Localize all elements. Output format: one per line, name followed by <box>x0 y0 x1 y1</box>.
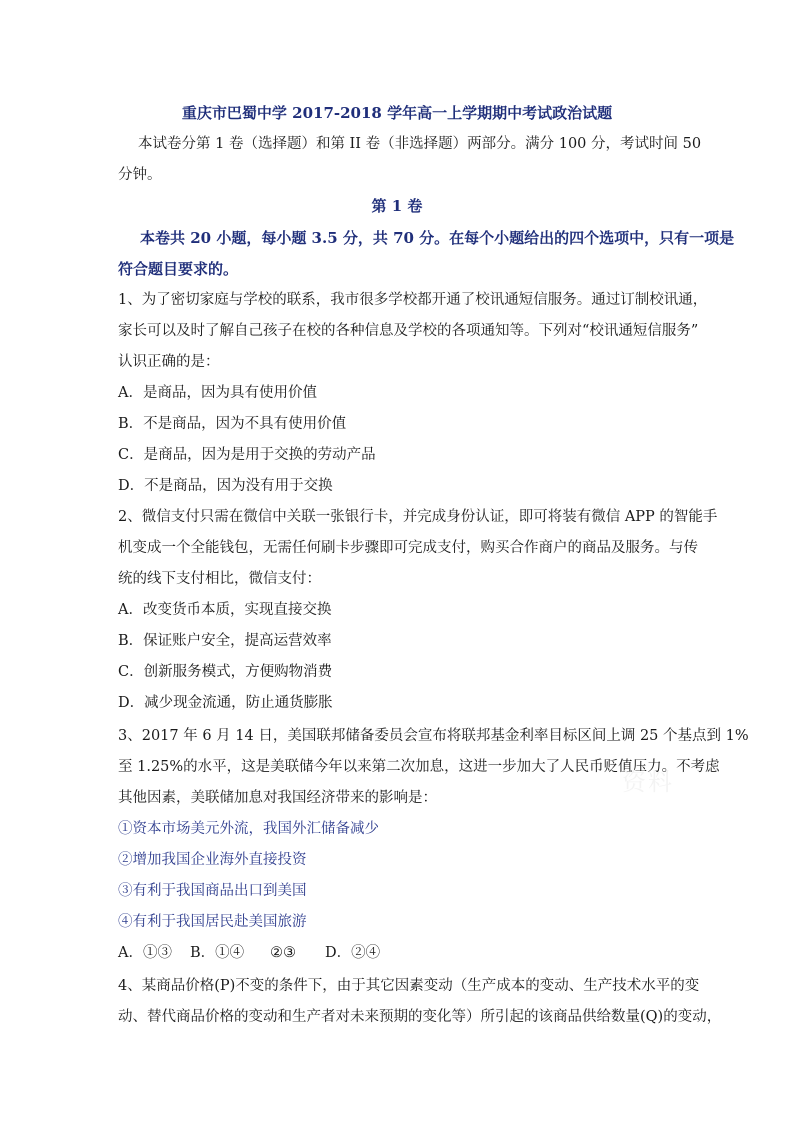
instructions-line-1: 本卷共 20 小题，每小题 3.5 分，共 70 分。在每个小题给出的四个选项中，只有一项是 <box>140 229 735 247</box>
q3-item-4: ④有利于我国居民赴美国旅游 <box>118 914 307 930</box>
q2-option-c: C．创新服务模式，方便购物消费 <box>118 664 333 680</box>
q1-stem-line-2: 家长可以及时了解自己孩子在校的各种信息及学校的各项通知等。下列对“校讯通短信服务” <box>118 323 699 339</box>
q1-option-a: A．是商品，因为具有使用价值 <box>118 385 317 401</box>
intro-line-1: 本试卷分第 1 卷（选择题）和第 II 卷（非选择题）两部分。满分 100 分，考试时间 50 <box>138 136 702 152</box>
q3-stem-line-2: 至 1.25%的水平，这是美联储今年以来第二次加息，这进一步加大了人民币贬值压力。不考虑 <box>118 759 720 775</box>
q2-option-b: B．保证账户安全，提高运营效率 <box>118 633 332 649</box>
q4-stem-line-1: 4、某商品价格(P)不变的条件下，由于其它因素变动（生产成本的变动、生产技术水平的变 <box>118 978 700 994</box>
q3-choice-c: ②③ <box>270 945 296 961</box>
q4-stem-line-2: 动、替代商品价格的变动和生产者对未来预期的变化等）所引起的该商品供给数量(Q)的变动， <box>118 1009 722 1025</box>
intro-line-2: 分钟。 <box>118 167 162 183</box>
q3-item-2: ②增加我国企业海外直接投资 <box>118 852 307 868</box>
q3-choices <box>118 943 380 963</box>
q1-option-d: D．不是商品，因为没有用于交换 <box>118 478 333 494</box>
page-title: 重庆市巴蜀中学 2017-2018 学年高一上学期期中考试政治试题 <box>181 104 613 122</box>
q1-stem-line-3: 认识正确的是： <box>118 354 220 370</box>
q3-stem-line-3: 其他因素，美联储加息对我国经济带来的影响是： <box>118 790 437 806</box>
q2-stem-line-3: 统的线下支付相比，微信支付： <box>118 571 321 587</box>
watermark: 资料 <box>622 768 674 796</box>
q3-stem-line-1: 3、2017 年 6 月 14 日，美国联邦储备委员会宣布将联邦基金利率目标区间上调 25 个基点到 1% <box>118 728 749 744</box>
q1-option-b: B．不是商品，因为不具有使用价值 <box>118 416 347 432</box>
q3-choice-b: B．①④ <box>190 945 245 961</box>
q2-stem-line-2: 机变成一个全能钱包，无需任何刷卡步骤即可完成支付，购买合作商户的商品及服务。与传 <box>118 540 698 556</box>
q3-choice-a: A．①③ <box>118 945 172 961</box>
q2-option-a: A．改变货币本质，实现直接交换 <box>118 602 332 618</box>
q3-item-1: ①资本市场美元外流，我国外汇储备减少 <box>118 821 379 837</box>
instructions-line-2: 符合题目要求的。 <box>118 260 239 278</box>
q2-stem-line-1: 2、微信支付只需在微信中关联一张银行卡，并完成身份认证，即可将装有微信 APP 的智能手 <box>118 509 718 525</box>
q3-choice-d: D．②④ <box>325 945 381 961</box>
q1-option-c: C．是商品，因为是用于交换的劳动产品 <box>118 447 376 463</box>
section-title: 第 1 卷 <box>371 197 423 215</box>
q3-item-3: ③有利于我国商品出口到美国 <box>118 883 307 899</box>
q1-stem-line-1: 1、为了密切家庭与学校的联系，我市很多学校都开通了校讯通短信服务。通过订制校讯通， <box>118 292 708 308</box>
q2-option-d: D．减少现金流通，防止通货膨胀 <box>118 695 333 711</box>
